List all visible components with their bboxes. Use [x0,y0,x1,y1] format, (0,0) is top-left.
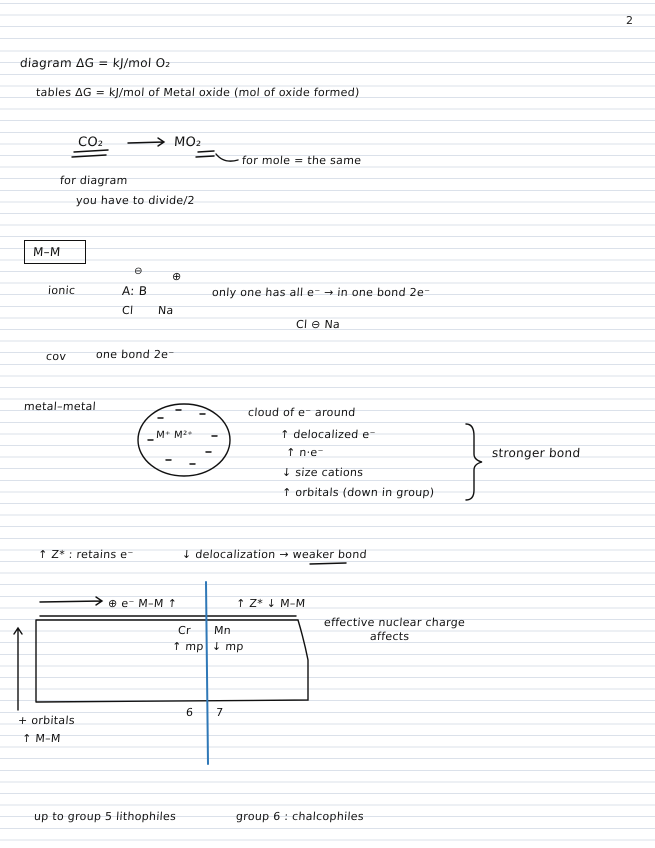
cr-mp: ↑ mp [171,640,205,653]
stronger-bond: stronger bond [491,446,581,460]
group-6-label: 6 [185,706,194,719]
group-7-label: 7 [215,706,224,719]
ionic-ab: A: B [121,284,148,298]
cloud-line-2: ↑ delocalized e⁻ [279,428,377,441]
metal-metal-label: metal–metal [23,400,97,413]
bottom-right-note: group 6 : chalcophiles [235,810,365,823]
circle-ions: M⁺ M²⁺ [155,430,194,441]
cov-label: cov [45,350,67,363]
cloud-line-3: ↑ n·e⁻ [285,446,325,459]
orbitals-line-2: ↑ M–M [21,732,62,745]
ionic-note: only one has all e⁻ → in one bond 2e⁻ [211,286,431,299]
arrow-right-label: ↑ Z* ↓ M–M [235,597,306,610]
z-line-a: ↑ Z* : retains e⁻ [37,548,134,561]
effective-line-1: effective nuclear charge [323,616,466,629]
co2-underline-1-icon [74,150,108,152]
orbitals-line-1: + orbitals [17,714,76,727]
left-arrow-icon [14,628,22,710]
diagram-line: diagram ΔG = kJ/mol O₂ [19,56,171,70]
group-divider-line [206,582,208,764]
same-note: for mole = the same [241,154,362,167]
effective-line-2: affects [369,630,410,643]
bottom-left-note: up to group 5 lithophiles [33,810,177,823]
electron-dashes-icon [148,410,217,464]
mo2-underline-1-icon [198,151,214,152]
ionic-minus: ⊖ [133,266,144,277]
z-line-b: ↓ delocalization → weaker bond [181,548,368,561]
cl-label: Cl [121,304,134,317]
cr-label: Cr [177,624,192,637]
co2-label: CO₂ [77,135,104,150]
ionic-plus: ⊕ [171,270,182,283]
mn-label: Mn [213,624,232,637]
page-number: 2 [626,14,633,27]
mm-box-label: M–M [32,245,62,259]
for-diagram: for diagram [59,174,129,187]
tables-line: tables ΔG = kJ/mol of Metal oxide (mol of oxide formed) [35,86,361,99]
weaker-underline-icon [310,563,346,564]
mn-mp: ↓ mp [211,640,245,653]
divide-note: you have to divide/2 [75,194,196,207]
co2-underline-2-icon [72,155,106,157]
brace-icon [466,424,482,500]
na-label: Na [157,304,175,317]
cloud-line-1: cloud of e⁻ around [247,406,356,419]
arrow-left-label: ⊕ e⁻ M–M ↑ [107,597,178,610]
cloud-line-4: ↓ size cations [281,466,364,479]
cloud-line-5: ↑ orbitals (down in group) [281,486,435,499]
arrow-to-note-icon [216,154,238,161]
cl-na: Cl ⊖ Na [295,318,341,331]
graph-box-icon [36,620,308,702]
reaction-arrow-icon [128,138,164,146]
ionic-label: ionic [47,284,76,297]
top-arrow-icon [40,597,102,605]
cov-note: one bond 2e⁻ [95,348,175,361]
mo2-label: MO₂ [173,135,203,150]
mo2-underline-2-icon [196,156,214,157]
